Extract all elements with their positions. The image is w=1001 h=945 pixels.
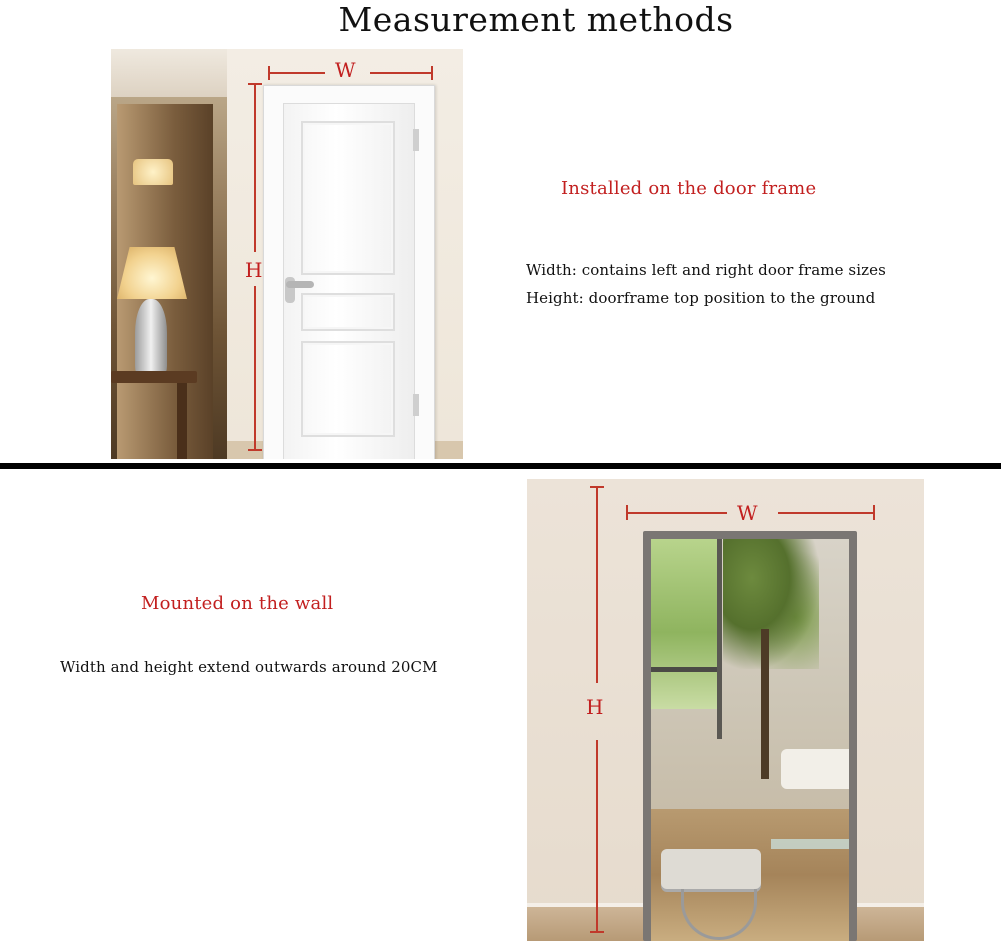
wall-lamp — [133, 159, 173, 185]
mirror-screen — [651, 539, 849, 941]
height-dimension-line-bottom — [254, 286, 256, 450]
door-frame-width-note: Width: contains left and right door frame sizes — [526, 261, 886, 279]
page-title: Measurement methods — [338, 0, 734, 39]
wall-height-dimension-line-bottom — [596, 740, 598, 932]
wall-mount-heading: Mounted on the wall — [141, 593, 334, 614]
width-label: W — [335, 58, 356, 82]
door-frame-photo — [111, 49, 463, 459]
table-lamp-base — [135, 299, 167, 375]
wall-mount-note: Width and height extend outwards around 20CM — [60, 658, 438, 676]
section-divider — [0, 463, 1001, 469]
door-frame-height-note: Height: doorframe top position to the ground — [526, 289, 876, 307]
door-handle — [286, 281, 314, 288]
door-frame-heading: Installed on the door frame — [561, 178, 817, 199]
wall-height-label: H — [586, 695, 604, 719]
wall-width-dimension-line-left — [627, 512, 727, 514]
height-label: H — [245, 258, 263, 282]
wall-width-dimension-line-right — [778, 512, 874, 514]
sofa — [781, 749, 849, 789]
wall-height-dimension-line-top — [596, 487, 598, 683]
side-table — [111, 371, 197, 383]
width-dimension-line-right — [370, 72, 432, 74]
plant — [723, 539, 819, 669]
wall-width-label: W — [737, 501, 758, 525]
height-dimension-line-top — [254, 84, 256, 252]
lounge-chair — [661, 849, 761, 889]
width-dimension-line-left — [269, 72, 325, 74]
